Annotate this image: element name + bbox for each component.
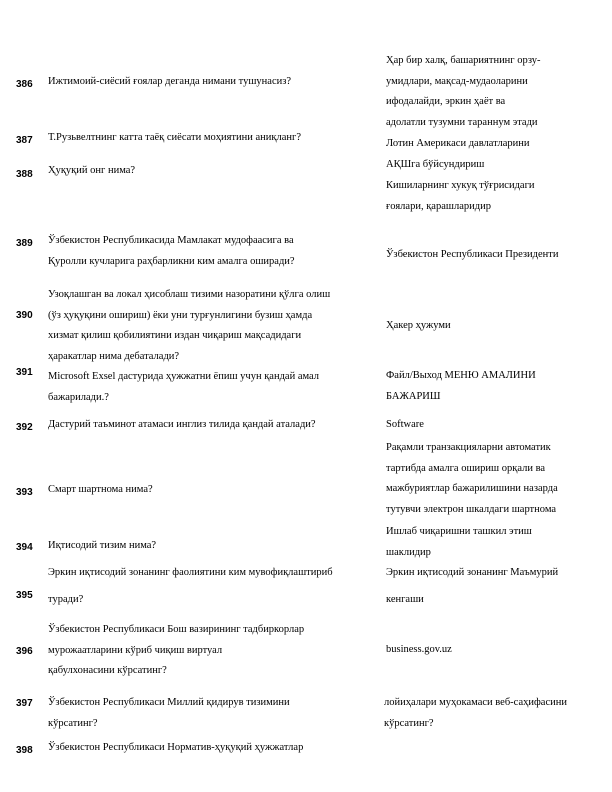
question-text: Эркин иқтисодий зонанинг фаолиятини ким мувофиқлаштириб туради? [48,567,333,605]
question-number: 392 [16,422,33,433]
answer-text: Кишиларнинг хукуқ тўғрисидаги ғоялари, қарашларидир [386,180,535,212]
answer-text: Software [386,419,424,430]
question-number: 393 [16,487,33,498]
question-number: 397 [16,698,33,709]
answer-text: Файл/Выход МЕНЮ АМАЛИНИ БАЖАРИШ [386,370,536,402]
answer-text: лойиҳалари муҳокамаси веб-саҳифасини кўрсатинг? [384,697,567,729]
question-number: 386 [16,79,33,90]
question-number: 388 [16,169,33,180]
question-number: 398 [16,745,33,756]
answer-text: Ишлаб чиқаришни ташкил этиш шаклидир [386,526,532,558]
question-number: 390 [16,310,33,321]
answer-text: Ўзбекистон Республикаси Президенти [386,249,559,260]
question-text: Ўзбекистон Республикасида Мамлакат мудофаасига ва Қуролли кучларига раҳбарликни ким амалга оширади? [48,235,295,267]
answer-text: Ҳакер ҳужуми [386,320,451,331]
answer-text: Лотин Америкаси давлатларини АҚШга бўйсундириш [386,138,530,170]
question-number: 396 [16,646,33,657]
answer-text: Рақамли транзакцияларни автоматик тартибда амалга ошириш орқали ва мажбуриятлар бажарилишини назарда тутувчи электрон шкалдаги шартнома [386,442,558,515]
question-text: Смарт шартнома нима? [48,484,153,495]
question-text: Ўзбекистон Республикаси Миллий қидирув тизимини кўрсатинг? [48,697,290,729]
question-text: Узоқлашган ва локал ҳисоблаш тизими назоратини қўлга олиш (ўз ҳуқуқини ошириш) ёки уни турғунлигини бузиш ҳамда хизмат қилиш қобилиятини издан чиқариш мақсадидаги ҳаракатлар нима дебаталади? [48,289,331,362]
question-text: Т.Рузьвелтнинг катта таёқ сиёсати моҳиятини аниқланг? [48,132,301,143]
question-number: 387 [16,135,33,146]
question-number: 395 [16,590,33,601]
question-number: 394 [16,542,33,553]
answer-text: Ҳар бир халқ, башариятнинг орзу- умидлари, мақсад-мудаоларини ифодалайди, эркин ҳаёт ва адолатли тузумни тараннум этади [386,55,541,128]
question-text: Ўзбекистон Республикаси Бош вазирининг тадбиркорлар мурожаатларини кўриб чиқиш виртуал қабулхонасини кўрсатинг? [48,624,305,676]
question-text: Ижтимоий-сиёсий ғоялар деганда нимани тушунасиз? [48,76,292,87]
answer-text: Эркин иқтисодий зонанинг Маъмурий кенгаши [386,567,559,605]
question-text: Microsoft Exsel дастурида ҳужжатни ёпиш учун қандай амал бажарилади.? [48,371,320,403]
question-text: Иқтисодий тизим нима? [48,540,157,551]
question-text: Ҳуқуқий онг нима? [48,165,136,176]
answer-text: business.gov.uz [386,644,452,655]
question-text: Ўзбекистон Республикаси Норматив-ҳуқуқий ҳужжатлар [48,742,304,753]
question-number: 391 [16,367,33,378]
question-number: 389 [16,238,33,249]
question-text: Дастурий таъминот атамаси инглиз тилида қандай аталади? [48,419,316,430]
